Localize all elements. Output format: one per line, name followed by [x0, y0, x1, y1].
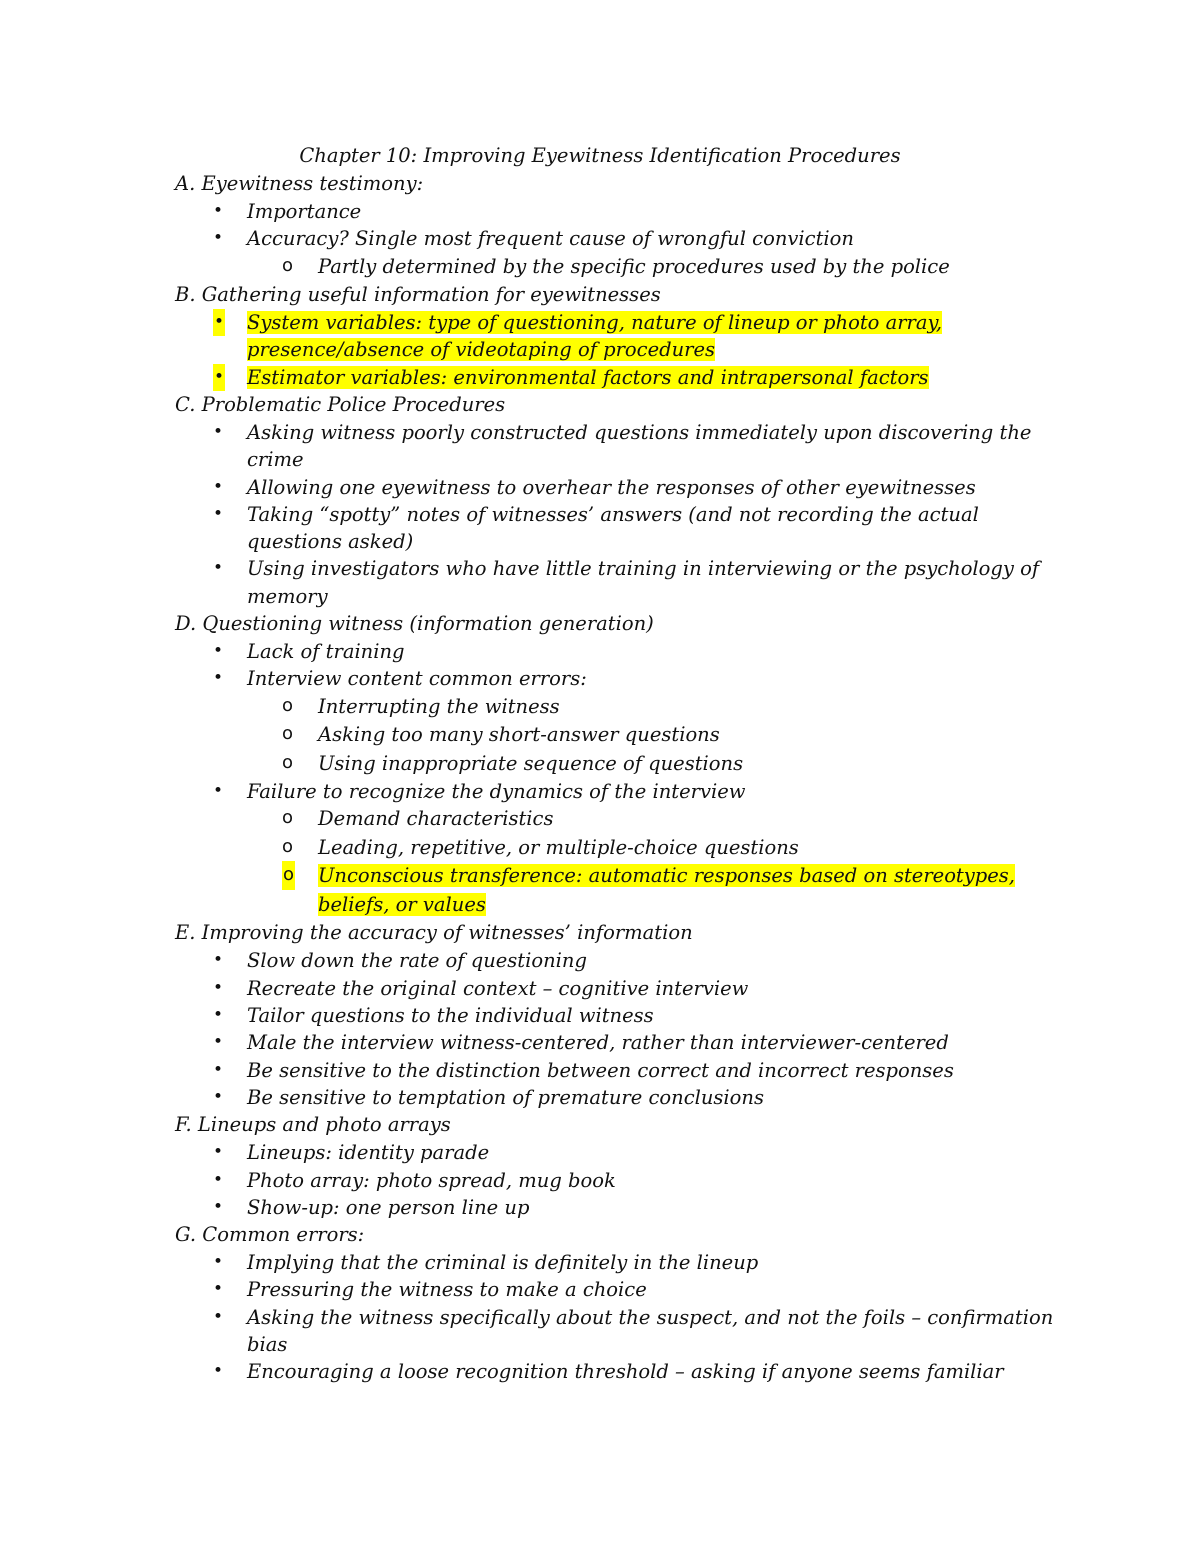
list-item: [175, 1194, 1055, 1221]
sub-list-item-text: Partly determined by the specific procedures used by the police: [318, 254, 950, 278]
bullet-icon: •: [213, 476, 224, 497]
list-item-text: Using investigators who have little training in interviewing or the psychology of memory: [247, 557, 1040, 608]
list-item: [175, 555, 1055, 610]
section-heading: F. Lineups and photo arrays: [175, 1113, 451, 1137]
list-item-text: System variables: type of questioning, nature of lineup or photo array, presence/absence of videotaping of procedures: [247, 311, 943, 362]
list-item: [175, 501, 1055, 556]
bullet-icon: •: [213, 1005, 224, 1026]
sub-list-item-text: Unconscious transference: automatic responses based on stereotypes, beliefs, or values: [318, 864, 1016, 916]
list-item: [175, 1304, 1055, 1359]
sub-list-item: [175, 693, 1055, 722]
list-item-text: Pressuring the witness to make a choice: [247, 1278, 647, 1302]
circle-bullet-icon: o: [282, 861, 295, 890]
bullet-icon: •: [213, 421, 224, 442]
bullet-icon: •: [213, 668, 224, 689]
list-item-text: Taking “spotty” notes of witnesses’ answers (and not recording the actual questions asked): [247, 502, 979, 554]
list-item: [175, 947, 1055, 974]
list-item: [175, 474, 1055, 501]
sub-list-item: [175, 253, 1055, 282]
sub-list-item-text: Demand characteristics: [318, 807, 554, 831]
document-title: Chapter 10: Improving Eyewitness Identification Procedures: [299, 144, 901, 167]
section-heading: A. Eyewitness testimony:: [175, 172, 424, 195]
sub-list-item-text: Interrupting the witness: [318, 694, 560, 718]
sub-list-item: [175, 834, 1055, 863]
sub-list-item-text: Asking too many short-answer questions: [318, 723, 720, 747]
sub-list-item-text: Leading, repetitive, or multiple-choice questions: [318, 835, 799, 859]
list-item-text: Photo array: photo spread, mug book: [247, 1168, 616, 1192]
list-item-text: Tailor questions to the individual witness: [247, 1004, 654, 1028]
circle-bullet-icon: o: [282, 751, 294, 773]
bullet-icon: •: [213, 309, 225, 336]
list-item: [175, 1358, 1055, 1385]
bullet-icon: •: [213, 1279, 224, 1300]
bullet-icon: •: [213, 364, 225, 391]
list-item-text: Allowing one eyewitness to overhear the responses of other eyewitnesses: [247, 475, 976, 499]
list-item: [175, 1167, 1055, 1194]
list-item-text: Male the interview witness-centered, rather than interviewer-centered: [247, 1031, 949, 1055]
bullet-icon: •: [213, 1086, 224, 1107]
bullet-icon: •: [213, 641, 224, 662]
circle-bullet-icon: o: [282, 254, 294, 276]
list-item-text: Importance: [247, 200, 362, 223]
sub-list-item: [175, 805, 1055, 834]
list-item: [175, 1084, 1055, 1111]
list-item-text: Be sensitive to the distinction between correct and incorrect responses: [247, 1058, 954, 1082]
bullet-icon: •: [213, 1306, 224, 1327]
list-item: [175, 1002, 1055, 1029]
circle-bullet-icon: o: [282, 723, 294, 745]
bullet-icon: •: [213, 1142, 224, 1163]
list-item: [175, 309, 1055, 364]
list-item-text: Accuracy? Single most frequent cause of wrongful conviction: [247, 227, 854, 251]
list-item-text: Estimator variables: environmental factors and intrapersonal factors: [247, 365, 929, 389]
bullet-icon: •: [213, 201, 224, 221]
bullet-icon: •: [213, 1252, 224, 1273]
bullet-icon: •: [213, 228, 224, 249]
list-item-text: Encouraging a loose recognition threshold – asking if anyone seems familiar: [247, 1360, 1004, 1384]
list-item: [175, 1057, 1055, 1084]
list-item: [175, 1276, 1055, 1303]
bullet-icon: •: [213, 977, 224, 998]
list-item-text: Interview content common errors:: [247, 667, 587, 691]
list-item: [175, 1249, 1055, 1276]
section-heading: E. Improving the accuracy of witnesses’ information: [175, 921, 693, 945]
bullet-icon: •: [213, 1032, 224, 1053]
list-item-text: Implying that the criminal is definitely in the lineup: [247, 1251, 759, 1275]
list-item-text: Asking witness poorly constructed questions immediately upon discovering the crime: [247, 420, 1032, 472]
list-item: [175, 975, 1055, 1002]
list-item-text: Be sensitive to temptation of premature conclusions: [247, 1085, 764, 1109]
bullet-icon: •: [213, 558, 224, 579]
bullet-icon: •: [213, 781, 224, 802]
list-item-text: Lineups: identity parade: [247, 1141, 490, 1165]
list-item: [175, 1139, 1055, 1166]
section-heading: B. Gathering useful information for eyewitnesses: [175, 283, 661, 307]
sub-list-item-text: Using inappropriate sequence of questions: [318, 751, 744, 775]
bullet-icon: •: [213, 950, 224, 971]
list-item: [175, 364, 1055, 391]
list-item-text: Failure to recognize the dynamics of the interview: [247, 780, 746, 804]
list-item: [175, 665, 1055, 692]
circle-bullet-icon: o: [282, 807, 294, 829]
circle-bullet-icon: o: [282, 694, 294, 716]
section-heading: C. Problematic Police Procedures: [175, 392, 506, 416]
bullet-icon: •: [213, 1169, 224, 1190]
list-item: [175, 778, 1055, 805]
list-item: [175, 638, 1055, 665]
outline-content: [175, 170, 1055, 1386]
list-item-text: Recreate the original context – cognitive interview: [247, 976, 749, 1000]
section-heading: G. Common errors:: [175, 1223, 365, 1247]
list-item-text: Lack of training: [247, 640, 405, 664]
list-item-text: Slow down the rate of questioning: [247, 949, 587, 973]
bullet-icon: •: [213, 1196, 224, 1217]
bullet-icon: •: [213, 503, 224, 524]
bullet-icon: •: [213, 1059, 224, 1080]
section-heading: D. Questioning witness (information generation): [175, 612, 654, 636]
list-item-text: Asking the witness specifically about the suspect, and not the foils – confirmation bias: [247, 1305, 1054, 1357]
list-item: [175, 419, 1055, 474]
list-item: [175, 225, 1055, 252]
list-item-text: Show-up: one person line up: [247, 1195, 530, 1219]
circle-bullet-icon: o: [282, 835, 294, 857]
list-item: [175, 198, 1055, 225]
list-item: [175, 1029, 1055, 1056]
sub-list-item: [175, 750, 1055, 779]
sub-list-item: [175, 721, 1055, 750]
bullet-icon: •: [213, 1361, 224, 1382]
sub-list-item: [175, 862, 1055, 919]
